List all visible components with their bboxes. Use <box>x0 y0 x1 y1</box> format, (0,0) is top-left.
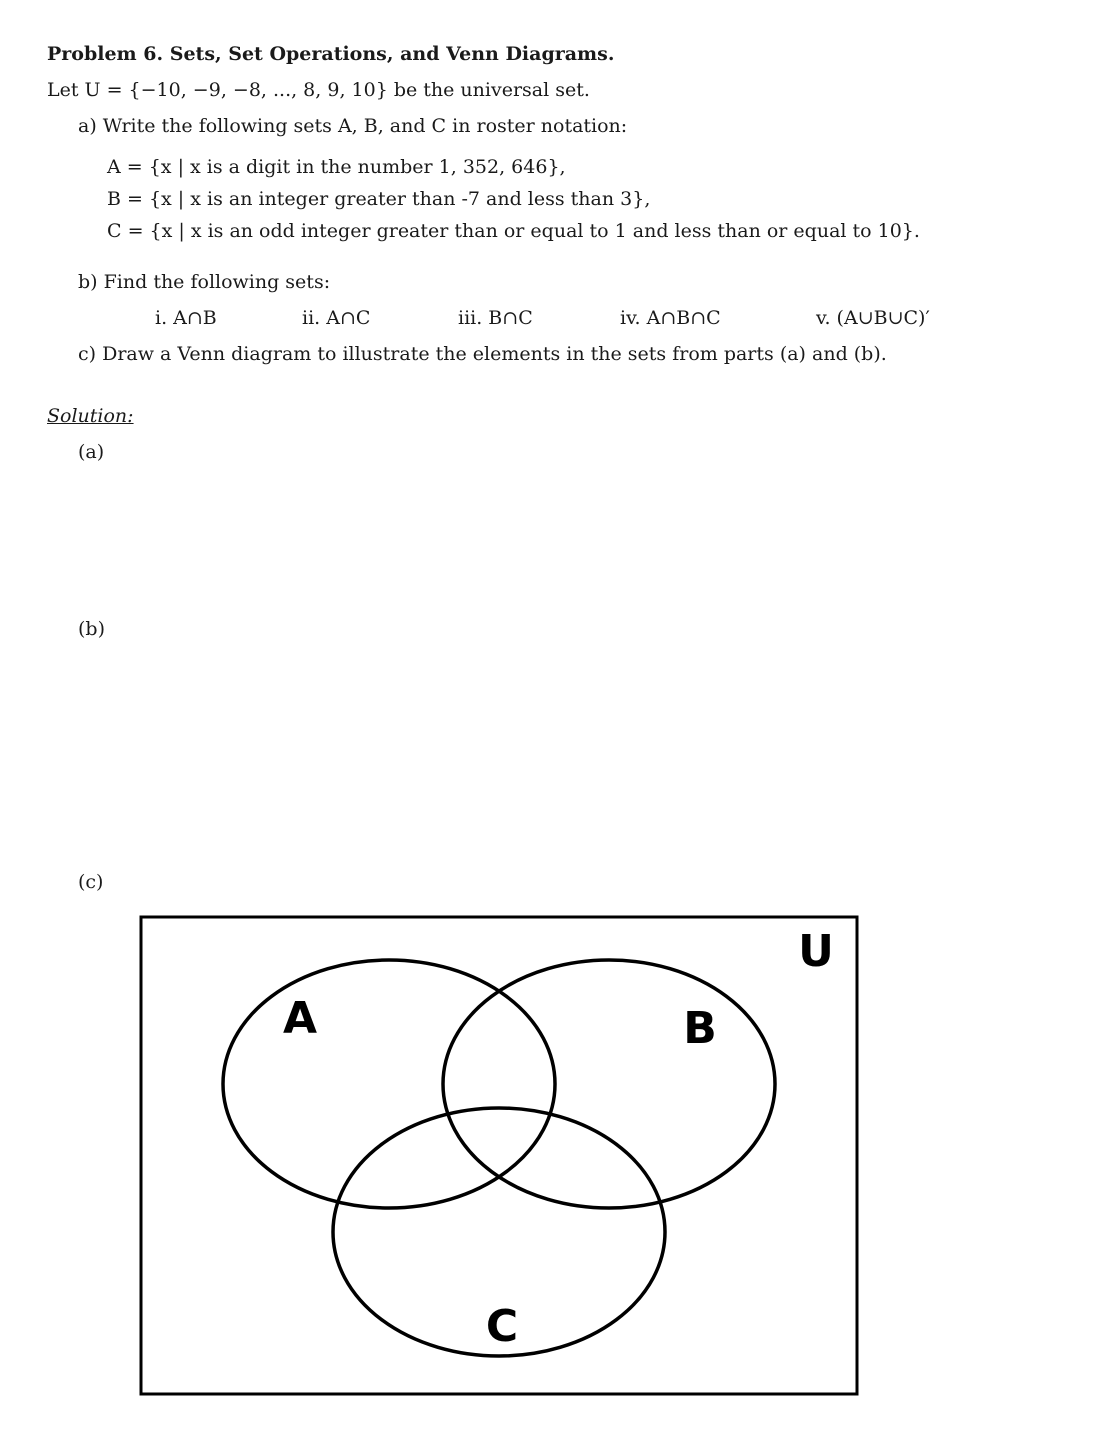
set-b-definition: B = {x | x is an integer greater than -7 and less than 3}, <box>107 188 651 210</box>
part-b-item-3: iii. B∩C <box>458 307 533 329</box>
set-a-definition: A = {x | x is a digit in the number 1, 352, 646}, <box>107 156 566 178</box>
set-b-label: B <box>683 1003 717 1054</box>
part-a-prompt: a) Write the following sets A, B, and C in roster notation: <box>78 115 628 137</box>
part-b-prompt: b) Find the following sets: <box>78 271 331 293</box>
set-c-label: C <box>485 1301 519 1352</box>
problem-title: Problem 6. Sets, Set Operations, and Venn Diagrams. <box>47 43 615 65</box>
universal-set-statement: Let U = {−10, −9, −8, ..., 8, 9, 10} be the universal set. <box>47 79 590 101</box>
solution-label-b: (b) <box>78 618 105 640</box>
set-c-definition: C = {x | x is an odd integer greater than or equal to 1 and less than or equal to 10}. <box>107 220 920 242</box>
set-a-circle <box>223 960 555 1208</box>
universe-label: U <box>798 926 834 977</box>
part-b-item-4: iv. A∩B∩C <box>620 307 721 329</box>
solution-label-c: (c) <box>78 871 104 893</box>
part-b-item-5: v. (A∪B∪C)′ <box>816 307 930 329</box>
part-c-prompt: c) Draw a Venn diagram to illustrate the elements in the sets from parts (a) and (b). <box>78 343 887 365</box>
part-b-item-1: i. A∩B <box>155 307 217 329</box>
solution-label-a: (a) <box>78 441 105 463</box>
part-b-item-2: ii. A∩C <box>302 307 371 329</box>
solution-heading: Solution: <box>47 405 134 427</box>
set-a-label: A <box>282 993 318 1044</box>
set-b-circle <box>443 960 775 1208</box>
